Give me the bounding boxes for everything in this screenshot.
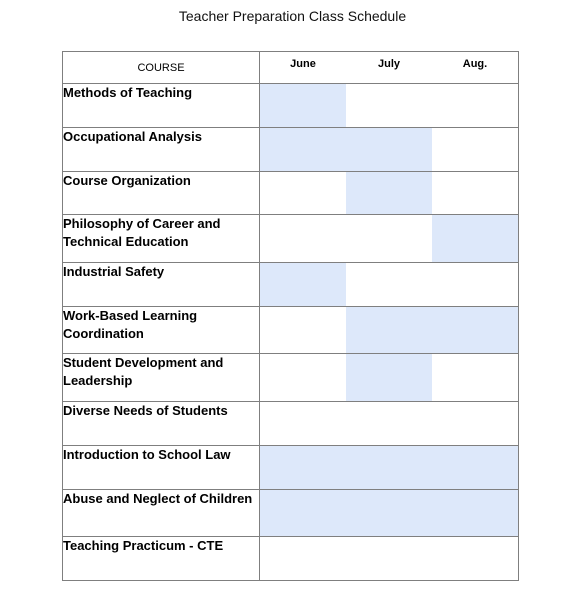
month-cells — [260, 215, 519, 263]
course-name: Philosophy of Career and Technical Education — [63, 215, 260, 263]
schedule-cell-june — [260, 446, 346, 489]
schedule-cell-aug — [432, 446, 518, 489]
course-name: Teaching Practicum - CTE — [63, 537, 260, 581]
schedule-cell-july — [346, 490, 432, 536]
schedule-cell-july — [346, 537, 432, 580]
header-row — [63, 52, 519, 84]
course-name: Student Development and Leadership — [63, 354, 260, 402]
schedule-cell-aug — [432, 307, 518, 353]
schedule-cell-aug — [432, 128, 518, 171]
schedule-cell-july — [346, 263, 432, 306]
month-cells — [260, 307, 519, 354]
schedule-cell-july — [346, 446, 432, 489]
schedule-cell-july — [346, 128, 432, 171]
table-row — [63, 172, 519, 215]
schedule-cell-june — [260, 128, 346, 171]
table-row — [63, 307, 519, 354]
month-cells — [260, 84, 519, 128]
schedule-cell-july — [346, 172, 432, 214]
course-name: Diverse Needs of Students — [63, 402, 260, 446]
course-name: Work-Based Learning Coordination — [63, 307, 260, 354]
schedule-cell-july — [346, 402, 432, 445]
course-name: Occupational Analysis — [63, 128, 260, 172]
schedule-cell-aug — [432, 354, 518, 401]
schedule-cell-june — [260, 215, 346, 262]
table-row — [63, 354, 519, 402]
schedule-cell-june — [260, 172, 346, 214]
month-header-aug: Aug. — [462, 58, 488, 70]
table-row — [63, 128, 519, 172]
schedule-cell-aug — [432, 84, 518, 127]
months-header — [260, 52, 519, 84]
course-column-header: COURSE — [63, 52, 260, 84]
schedule-cell-aug — [432, 537, 518, 580]
course-name: Methods of Teaching — [63, 84, 260, 128]
course-name: Course Organization — [63, 172, 260, 215]
table-row — [63, 84, 519, 128]
schedule-cell-aug — [432, 263, 518, 306]
course-name: Abuse and Neglect of Children — [63, 490, 260, 537]
schedule-table — [62, 51, 519, 581]
schedule-cell-june — [260, 537, 346, 580]
schedule-cell-july — [346, 215, 432, 262]
month-cells — [260, 402, 519, 446]
month-header-july: July — [377, 58, 400, 70]
schedule-cell-june — [260, 354, 346, 401]
month-cells — [260, 446, 519, 490]
schedule-cell-aug — [432, 215, 518, 262]
month-cells — [260, 490, 519, 537]
schedule-cell-aug — [432, 402, 518, 445]
month-header-june: June — [290, 58, 316, 70]
table-row — [63, 490, 519, 537]
schedule-cell-aug — [432, 172, 518, 214]
table-row — [63, 402, 519, 446]
schedule-cell-june — [260, 307, 346, 353]
schedule-cell-july — [346, 307, 432, 353]
schedule-cell-july — [346, 354, 432, 401]
schedule-cell-aug — [432, 490, 518, 536]
month-cells — [260, 263, 519, 307]
table-row — [63, 263, 519, 307]
table-row — [63, 215, 519, 263]
table-row — [63, 446, 519, 490]
month-cells — [260, 172, 519, 215]
schedule-cell-june — [260, 490, 346, 536]
page-title: Teacher Preparation Class Schedule — [178, 8, 407, 24]
month-cells — [260, 128, 519, 172]
month-cells — [260, 537, 519, 581]
table-row — [63, 537, 519, 581]
course-name: Industrial Safety — [63, 263, 260, 307]
schedule-cell-july — [346, 84, 432, 127]
schedule-cell-june — [260, 84, 346, 127]
course-name: Introduction to School Law — [63, 446, 260, 490]
month-cells — [260, 354, 519, 402]
schedule-cell-june — [260, 402, 346, 445]
schedule-cell-june — [260, 263, 346, 306]
